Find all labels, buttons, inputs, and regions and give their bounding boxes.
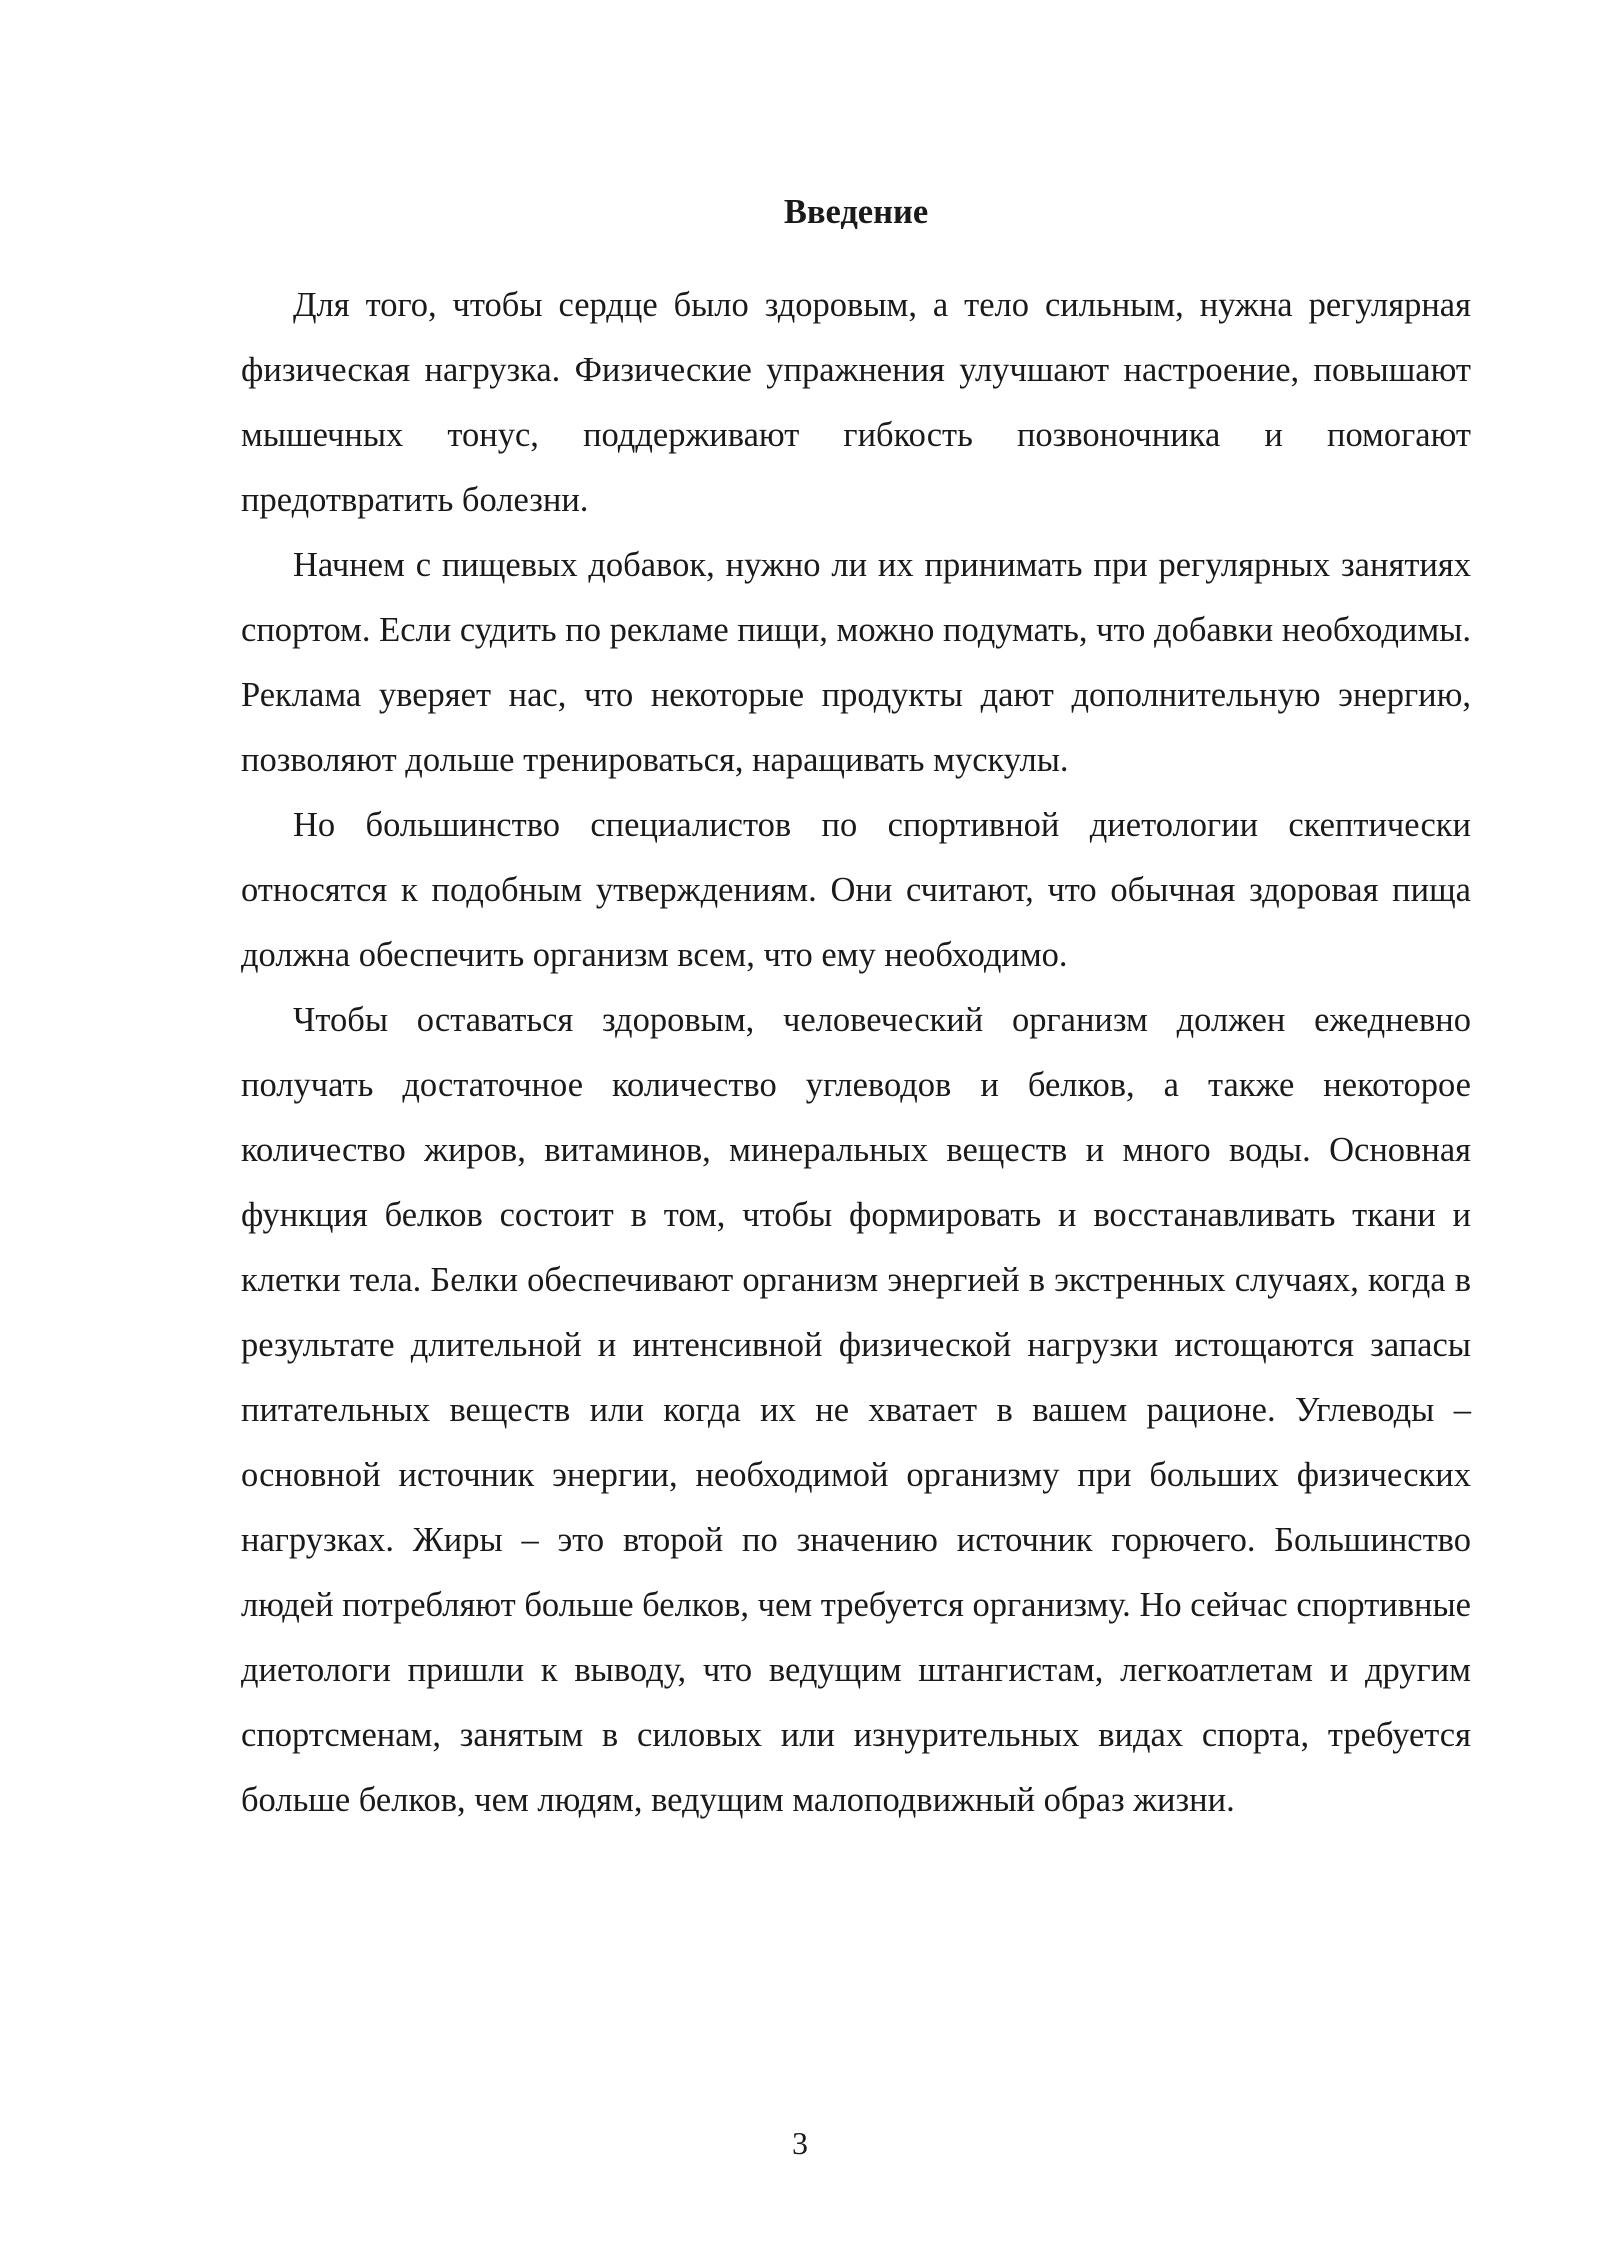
- paragraph-4: Чтобы оставаться здоровым, человеческий организм должен ежедневно получать достаточное количество углеводов и белков, а также некоторое количество жиров, витаминов, минеральных веществ и много воды. Основная функция белков состоит в том, чтобы формировать и восстанавливать ткани и клетки тела. Белки обеспечивают организм энергией в экстренных случаях, когда в результате длительной и интенсивной физической нагрузки истощаются запасы питательных веществ или когда их не хватает в вашем рационе. Углеводы – основной источник энергии, необходимой организму при больших физических нагрузках. Жиры – это второй по значению источник горючего. Большинство людей потребляют больше белков, чем требуется организму. Но сейчас спортивные диетологи пришли к выводу, что ведущим штангистам, легкоатлетам и другим спортсменам, занятым в силовых или изнурительных видах спорта, требуется больше белков, чем людям, ведущим малоподвижный образ жизни.: [241, 1001, 1471, 1819]
- paragraph-2: Начнем с пищевых добавок, нужно ли их принимать при регулярных занятиях спортом. Если судить по рекламе пищи, можно подумать, что добавки необходимы. Реклама уверяет нас, что некоторые продукты дают дополнительную энергию, позволяют дольше тренироваться, наращивать мускулы.: [241, 546, 1471, 779]
- paragraph-1: Для того, чтобы сердце было здоровым, а тело сильным, нужна регулярная физическая нагрузка. Физические упражнения улучшают настроение, повышают мышечных тонус, поддерживают гибкость позвоночника и помогают предотвратить болезни.: [241, 286, 1471, 519]
- page-number: 3: [792, 2125, 808, 2161]
- document-body: [241, 186, 1471, 1833]
- paragraph-3: Но большинство специалистов по спортивной диетологии скептически относятся к подобным утверждениям. Они считают, что обычная здоровая пища должна обеспечить организм всем, что ему необходимо.: [241, 806, 1471, 974]
- section-title: Введение: [783, 193, 929, 231]
